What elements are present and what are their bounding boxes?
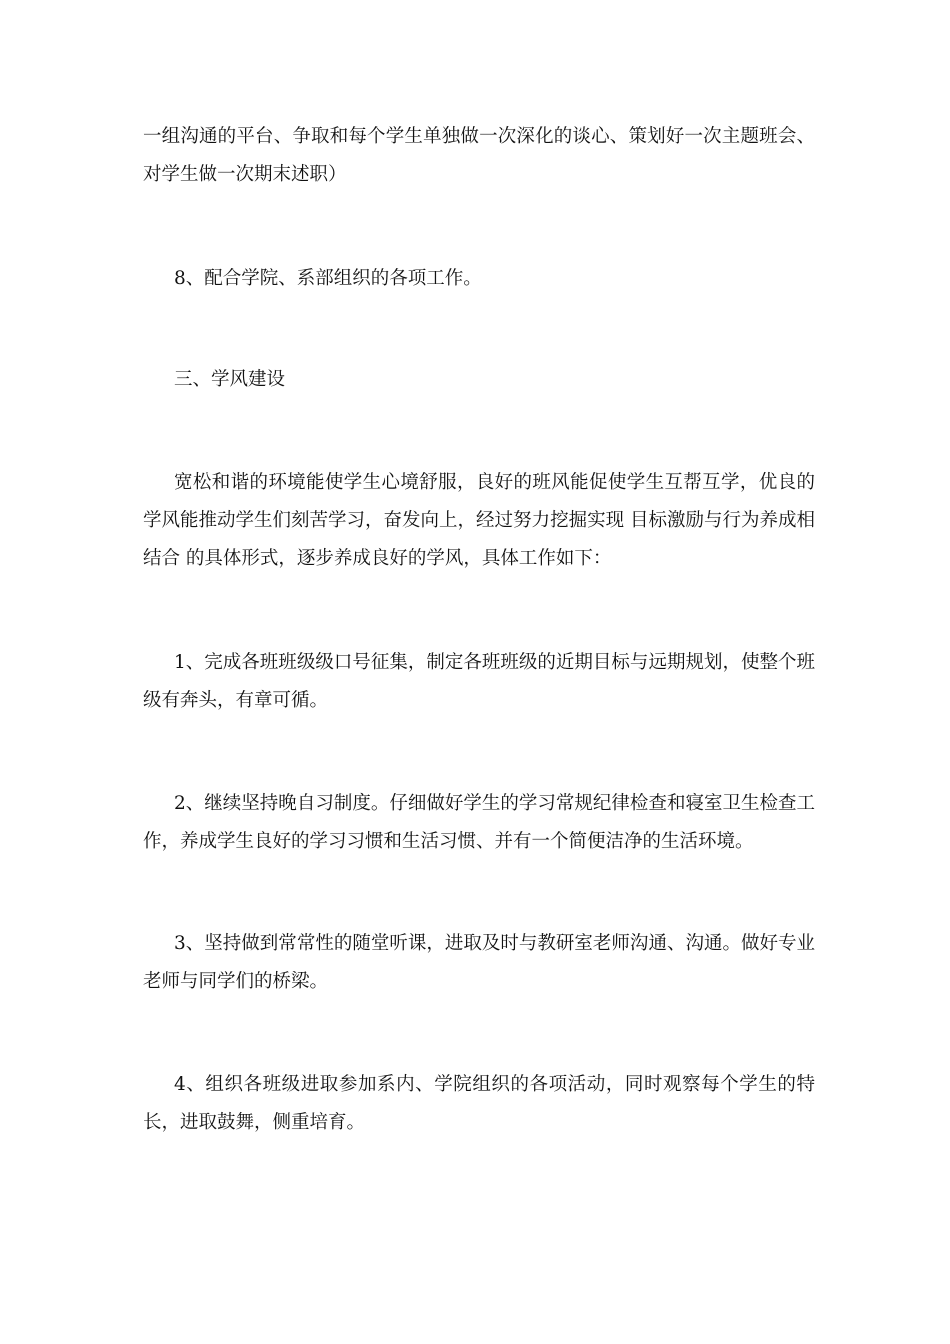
paragraph-item-3: 3、坚持做到常常性的随堂听课，进取及时与教研室老师沟通、沟通。做好专业老师与同学们的桥梁。: [143, 933, 815, 992]
paragraph-continuation: 一组沟通的平台、争取和每个学生单独做一次深化的谈心、策划好一次主题班会、对学生做一次期末述职）: [143, 126, 815, 185]
section-heading-study-style: 三、学风建设: [174, 369, 286, 390]
paragraph-item-4: 4、组织各班级进取参加系内、学院组织的各项活动，同时观察每个学生的特长，进取鼓舞，侧重培育。: [143, 1074, 815, 1133]
paragraph-item-8: 8、配合学院、系部组织的各项工作。: [174, 268, 482, 289]
paragraph-item-1: 1、完成各班班级级口号征集，制定各班班级的近期目标与远期规划，使整个班级有奔头，有章可循。: [143, 652, 815, 711]
paragraph-intro: 宽松和谐的环境能使学生心境舒服，良好的班风能促使学生互帮互学，优良的学风能推动学生们刻苦学习，奋发向上，经过努力挖掘实现 目标激励与行为养成相结合 的具体形式，逐步养成良好的学风，具体工作如下：: [143, 472, 815, 569]
paragraph-item-2: 2、继续坚持晚自习制度。仔细做好学生的学习常规纪律检查和寝室卫生检查工作，养成学生良好的学习习惯和生活习惯、并有一个简便洁净的生活环境。: [143, 793, 815, 852]
